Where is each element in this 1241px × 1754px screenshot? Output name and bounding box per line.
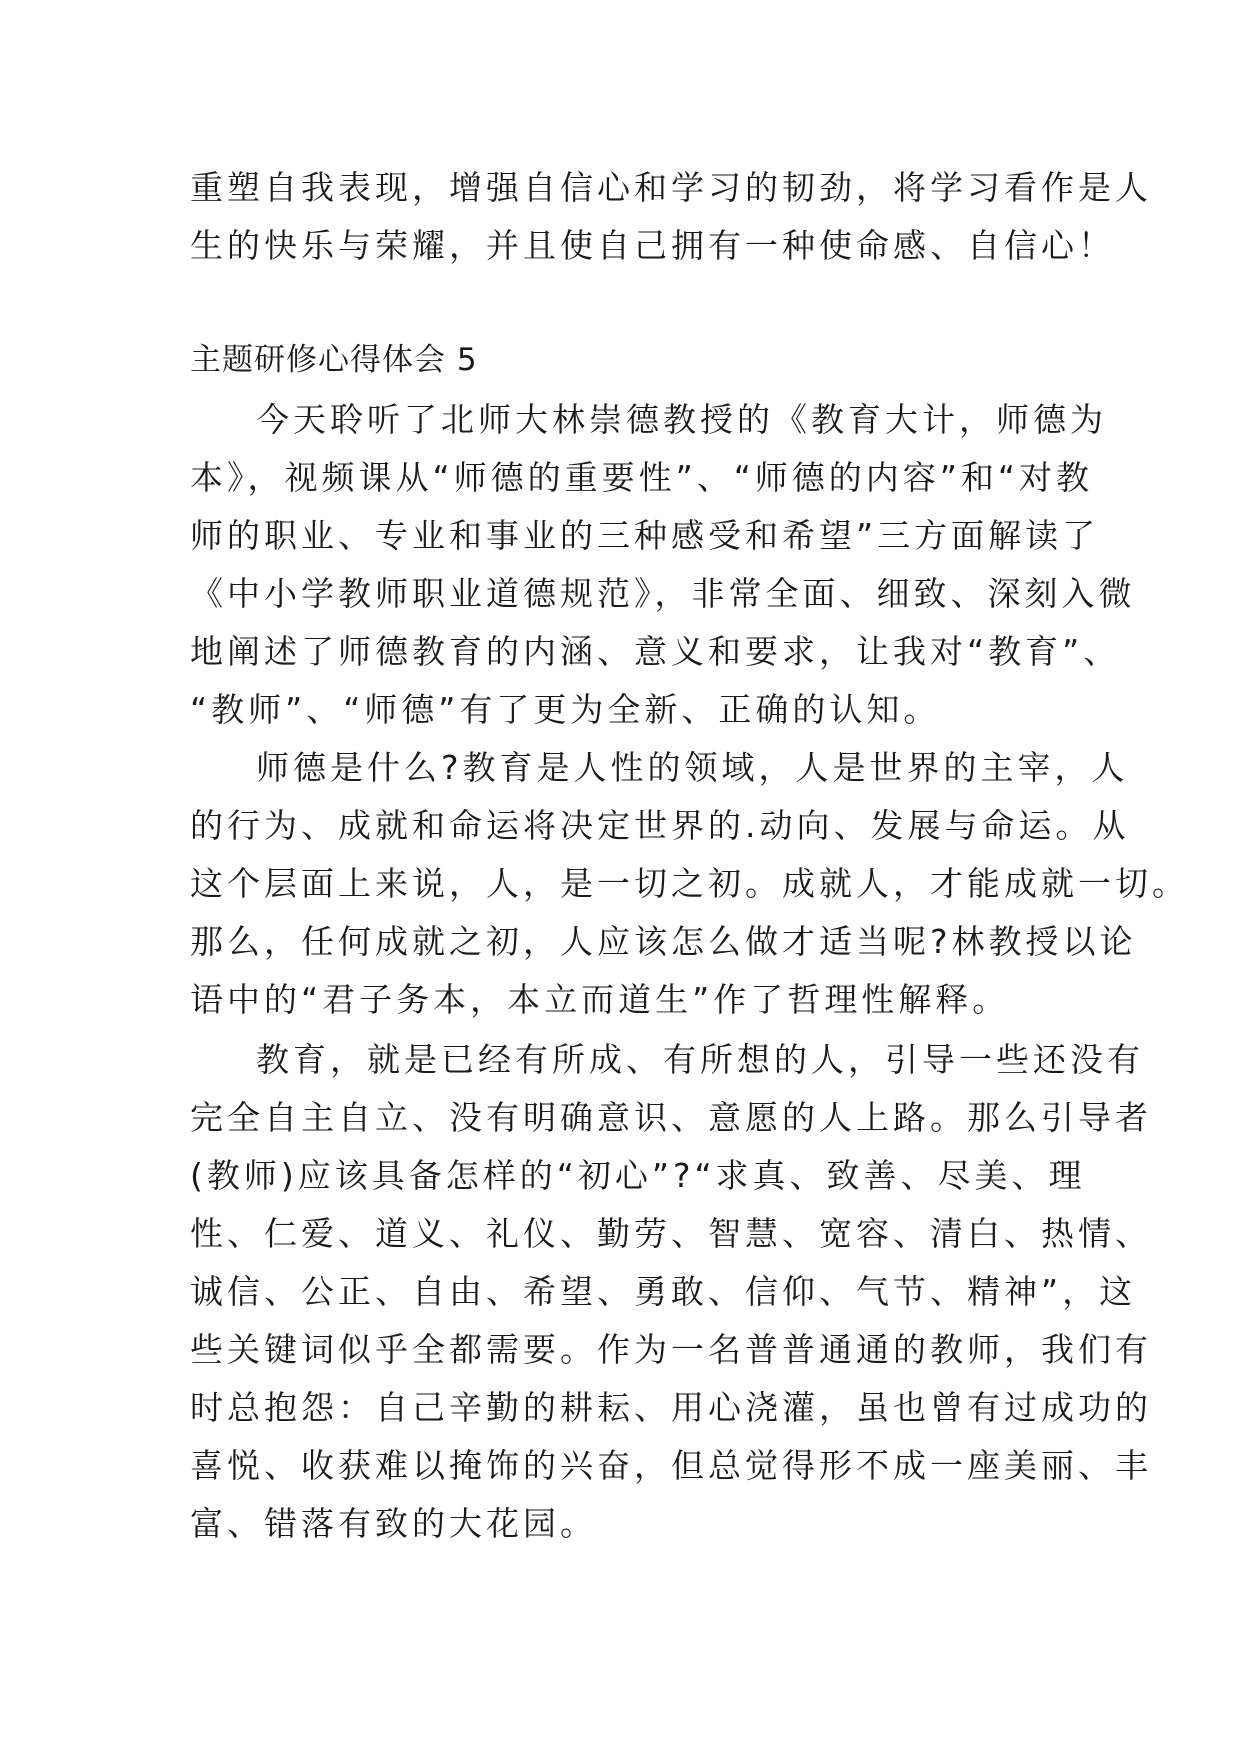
- paragraph1-line-1: 今天聆听了北师大林崇德教授的《教育大计，师德为: [256, 400, 1107, 439]
- paragraph3-line-4: 性、仁爱、道义、礼仪、勤劳、智慧、宽容、清白、热情、: [190, 1214, 1152, 1253]
- paragraph2-line-5: 语中的“君子务本，本立而道生”作了哲理性解释。: [190, 980, 1010, 1019]
- paragraph2-line-1: 师德是什么?教育是人性的领域，人是世界的主宰，人: [256, 748, 1129, 787]
- paragraph3-line-6: 些关键词似乎全都需要。作为一名普普通通的教师，我们有: [190, 1330, 1152, 1369]
- paragraph2-line-3: 这个层面上来说，人，是一切之初。成就人，才能成就一切。: [190, 864, 1189, 903]
- paragraph3-line-1: 教育，就是已经有所成、有所想的人，引导一些还没有: [256, 1040, 1144, 1079]
- paragraph1-line-2: 本》，视频课从“师德的重要性”、“师德的内容”和“对教: [190, 458, 1093, 497]
- paragraph3-line-8: 喜悦、收获难以掩饰的兴奋，但总觉得形不成一座美丽、丰: [190, 1446, 1152, 1485]
- paragraph2-line-2: 的行为、成就和命运将决定世界的.动向、发展与命运。从: [190, 806, 1130, 845]
- paragraph1-line-5: 地阐述了师德教育的内涵、意义和要求，让我对“教育”、: [190, 632, 1121, 671]
- paragraph1-line-6: “教师”、“师德”有了更为全新、正确的认知。: [190, 690, 941, 729]
- paragraph3-line-9: 富、错落有致的大花园。: [190, 1504, 597, 1543]
- paragraph3-line-5: 诚信、公正、自由、希望、勇敢、信仰、气节、精神”，这: [190, 1272, 1137, 1311]
- intro-line-1: 重塑自我表现，增强自信心和学习的韧劲，将学习看作是人: [190, 168, 1152, 207]
- paragraph2-line-4: 那么，任何成就之初，人应该怎么做才适当呢?林教授以论: [190, 922, 1137, 961]
- paragraph1-line-3: 师的职业、专业和事业的三种感受和希望”三方面解读了: [190, 516, 1100, 555]
- paragraph3-line-7: 时总抱怨：自己辛勤的耕耘、用心浇灌，虽也曾有过成功的: [190, 1388, 1152, 1427]
- paragraph3-line-2: 完全自主自立、没有明确意识、意愿的人上路。那么引导者: [190, 1098, 1152, 1137]
- section-title: 主题研修心得体会 5: [190, 342, 478, 378]
- intro-line-2: 生的快乐与荣耀，并且使自己拥有一种使命感、自信心！: [190, 226, 1115, 265]
- paragraph3-line-3: (教师)应该具备怎样的“初心”?“求真、致善、尽美、理: [190, 1156, 1086, 1195]
- paragraph1-line-4: 《中小学教师职业道德规范》，非常全面、细致、深刻入微: [190, 574, 1136, 613]
